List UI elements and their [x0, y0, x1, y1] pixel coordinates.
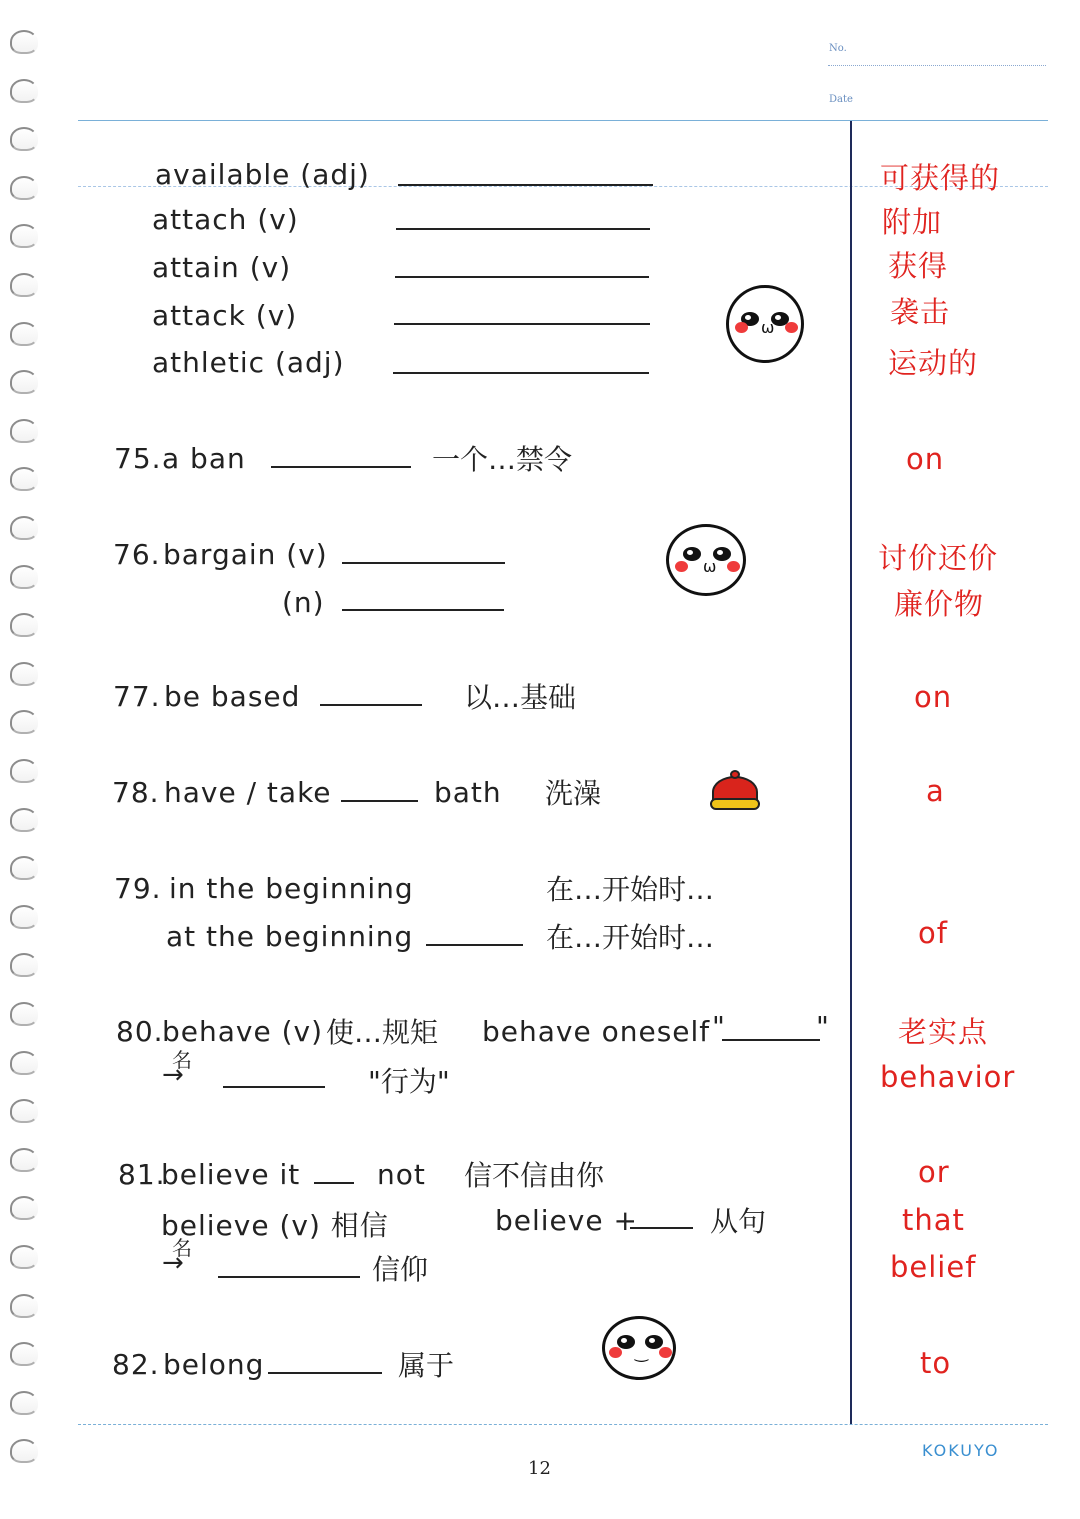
binder-ring [10, 419, 38, 443]
item-82-meaning: 属于 [398, 1349, 455, 1382]
item-75-meaning: 一个…禁令 [432, 443, 573, 476]
binder-ring [10, 613, 38, 637]
answer-77: on [914, 680, 953, 714]
binder-ring [10, 1245, 38, 1269]
binder-ring [10, 1196, 38, 1220]
binder-ring [10, 79, 38, 103]
item-80-quote-close: " [816, 1010, 830, 1043]
item-75-number: 75. [114, 442, 162, 475]
red-hat-sticker [710, 770, 760, 812]
answer-76-noun: 廉价物 [894, 587, 985, 621]
item-80-phrase: behave oneself [482, 1015, 711, 1048]
answer-attach: 附加 [882, 205, 943, 239]
answer-75: on [906, 442, 945, 476]
binder-ring [10, 1294, 38, 1318]
binder-ring [10, 127, 38, 151]
item-81-noun-meaning: 信仰 [372, 1253, 429, 1286]
item-79-meaning2: 在…开始时… [546, 921, 715, 954]
brand-logo: KOKUYO [922, 1441, 1000, 1460]
noun-arrow-81: 名 → [162, 1248, 184, 1278]
item-79-line1: in the beginning [169, 872, 414, 905]
answer-79: of [918, 916, 948, 950]
item-80-noun-meaning: "行为" [368, 1065, 450, 1098]
binder-ring [10, 1051, 38, 1075]
word-attach: attach (v) [152, 203, 299, 236]
noun-mark-80: 名 [172, 1048, 192, 1072]
blank-athletic [393, 372, 649, 374]
item-76-verb: bargain (v) [163, 538, 328, 571]
item-77-number: 77. [113, 680, 161, 713]
binder-ring [10, 1099, 38, 1123]
blank-available [398, 184, 653, 186]
word-attack: attack (v) [152, 299, 298, 332]
binder-ring [10, 1342, 38, 1366]
blank-78 [341, 800, 418, 802]
binder-ring [10, 1439, 38, 1463]
blank-76-noun [342, 609, 504, 611]
answer-athletic: 运动的 [888, 346, 979, 380]
blank-81-that [630, 1227, 693, 1229]
thinking-face-sticker: ω [666, 524, 746, 596]
item-81-text: believe it [161, 1158, 301, 1191]
item-80-meaning: 使…规矩 [326, 1016, 439, 1049]
blank-80-noun [223, 1086, 325, 1088]
answer-78: a [926, 774, 945, 808]
answer-81-3: belief [890, 1250, 977, 1284]
item-78-meaning: 洗澡 [545, 777, 602, 810]
date-label: Date [829, 94, 853, 105]
binder-ring [10, 370, 38, 394]
item-79-line2: at the beginning [166, 920, 414, 953]
blank-79 [426, 944, 523, 946]
item-76-number: 76. [113, 538, 161, 571]
blank-attain [395, 276, 649, 278]
binder-ring [10, 224, 38, 248]
answer-81-1: or [918, 1155, 950, 1189]
no-label: No. [829, 43, 847, 54]
item-81-line2: believe (v) 相信 [161, 1209, 389, 1242]
binder-ring [10, 30, 38, 54]
binder-ring [10, 710, 38, 734]
binder-ring [10, 856, 38, 880]
noun-mark-81: 名 [172, 1236, 192, 1260]
blank-81-or [314, 1182, 354, 1184]
word-athletic: athletic (adj) [152, 346, 345, 379]
no-line [828, 65, 1046, 66]
answer-attack: 袭击 [890, 295, 951, 329]
page-number: 12 [528, 1458, 551, 1479]
item-80-quote-open: " [712, 1010, 726, 1043]
binder-ring [10, 662, 38, 686]
noun-arrow-80: 名 → [162, 1060, 184, 1090]
item-78-text: have / take [164, 776, 332, 809]
smiley-face-sticker: ω [726, 285, 804, 363]
page-bottom-line [78, 1424, 1048, 1425]
binder-ring [10, 1148, 38, 1172]
binder-ring [10, 905, 38, 929]
item-78-number: 78. [112, 776, 160, 809]
binder-ring [10, 516, 38, 540]
answer-81-2: that [902, 1203, 965, 1237]
binder-ring [10, 273, 38, 297]
smiling-face-sticker: ‿ [602, 1316, 676, 1380]
item-81-not: not [377, 1158, 426, 1191]
answer-80-1: 老实点 [898, 1015, 989, 1049]
item-75-text: a ban [162, 442, 246, 475]
item-76-noun: (n) [282, 586, 325, 619]
binder-ring [10, 1391, 38, 1415]
item-79-meaning1: 在…开始时… [546, 873, 715, 906]
item-80-number: 80. [116, 1015, 164, 1048]
item-77-meaning: 以…基础 [464, 681, 577, 714]
binder-ring [10, 759, 38, 783]
page-top-line [78, 120, 1048, 121]
binder-ring [10, 467, 38, 491]
blank-attach [396, 228, 650, 230]
binder-ring [10, 322, 38, 346]
answer-82: to [920, 1346, 952, 1380]
item-81-clause: 从句 [710, 1205, 767, 1238]
binder-rings [10, 30, 44, 1480]
item-81-line2b: believe + [495, 1204, 638, 1237]
binder-ring [10, 565, 38, 589]
blank-76-verb [342, 562, 505, 564]
binder-ring [10, 176, 38, 200]
answer-76-verb: 讨价还价 [878, 541, 999, 575]
item-82-number: 82. [112, 1348, 160, 1381]
item-82-text: belong [163, 1348, 265, 1381]
binder-ring [10, 1002, 38, 1026]
item-77-text: be based [164, 680, 301, 713]
blank-77 [320, 704, 422, 706]
word-attain: attain (v) [152, 251, 292, 284]
answer-80-2: behavior [880, 1060, 1016, 1094]
binder-ring [10, 808, 38, 832]
item-81-number: 81. [118, 1158, 166, 1191]
answer-available: 可获得的 [880, 161, 1001, 195]
item-81-meaning: 信不信由你 [464, 1159, 605, 1192]
blank-81-noun [218, 1276, 360, 1278]
blank-80-phrase [722, 1039, 820, 1041]
blank-attack [394, 323, 650, 325]
answer-attain: 获得 [888, 249, 949, 283]
word-available: available (adj) [155, 158, 370, 191]
blank-75 [271, 466, 411, 468]
binder-ring [10, 953, 38, 977]
blank-82 [268, 1372, 382, 1374]
answer-column-divider [850, 121, 852, 1425]
item-80-text: behave (v) [162, 1015, 324, 1048]
item-79-number: 79. [114, 872, 162, 905]
item-78-bath: bath [434, 776, 502, 809]
